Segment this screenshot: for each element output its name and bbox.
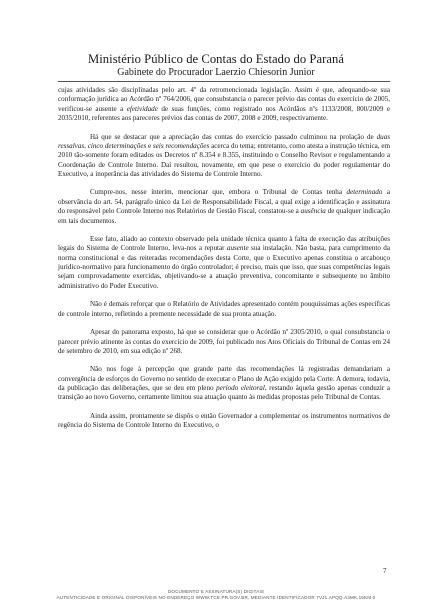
emphasized-text: determinado bbox=[346, 188, 383, 197]
page-number: 7 bbox=[383, 567, 387, 575]
emphasized-text: ausente bbox=[226, 244, 249, 253]
text-run: Ainda assim, prontamente se dispôs o então Governador a complementar os instrumentos normativos de regência do Sistema de Controle Interno do Executivo, o bbox=[58, 411, 390, 430]
text-run: Esse fato, aliado ao contexto observado pela unidade técnica quanto à falta de execução das atribuições legais do Sistema de Controle Interno, leva-nos a reputar bbox=[58, 235, 390, 253]
emphasized-text: ausência bbox=[300, 207, 326, 216]
footer-line-2: AUTENTICIDADE E ORIGINAL DISPONÍVEIS NO ENDEREÇO WWW.TCE.PR.GOV.BR, MEDIANTE IDENTIFICADOR 7VJ1.APQQ.A3MK.15KM.0 bbox=[56, 595, 376, 601]
emphasized-text: efetividade bbox=[126, 104, 158, 113]
paragraph bbox=[58, 235, 390, 291]
text-run: Apesar do panorama exposto, há que se considerar que o Acórdão nº 2305/2010, o qual consubstancia o parecer prévio atinente às contas do exercício de 2009, foi publicado nos Atos Oficiais do Tribunal de Contas em 24 de setembro de 2010, em sua edição nº 268. bbox=[58, 328, 390, 355]
paragraph bbox=[58, 412, 390, 431]
text-run: e bbox=[146, 141, 153, 150]
page-header bbox=[0, 52, 432, 79]
text-run: de qualquer indicação em tais documentos. bbox=[58, 207, 390, 225]
text-run: de suas funções, como registrado nos Acórdãos nºs 1133/2008, 800/2009 e 2035/2010, referentes aos pareceres prévios das contas de 2007, 2008 e 2009, respectivamente. bbox=[58, 104, 390, 123]
paragraph bbox=[58, 188, 390, 225]
text-run: acerca do tema; entretanto, como atesta a instrução técnica, em 2010 tão-somente foram editados os Decretos nº 8.354 e 8.355, instituindo o Conselho Revisor e regulamentando a Coordenação de Controle Interno. Daí resultou, novamente, em que pese o exercício do poder regulamentar do Executivo, a inoperância das atividades do Sistema de Controle Interno. bbox=[58, 141, 390, 178]
paragraph bbox=[58, 133, 390, 180]
text-run: cujas atividades são disciplinadas pelo art. 4º da retromencionada legislação. Assim é que, adequando-se sua conformação jurídica ao Acórdão nº 764/2006, que consubstancia o parecer prévio das contas do exercício de 2005, verificou-se ausente a bbox=[58, 86, 390, 113]
paragraph bbox=[58, 86, 390, 123]
text-run: Não é demais reforçar que o Relatório de Atividades apresentado contém pouquíssimas ações específicas de controle interno, refletindo a premente necessidade de sua pronta atuação. bbox=[58, 300, 390, 318]
paragraph bbox=[58, 328, 390, 356]
header-title: Ministério Público de Contas do Estado do Paraná bbox=[88, 52, 344, 66]
text-run: Cumpre-nos, nesse ínterim, mencionar que, embora o Tribunal de Contas tenha bbox=[90, 188, 347, 197]
text-run: Não nos foge à percepção que grande parte das recomendações lá registradas demandariam a convergência de esforços do Governo no sentido de executar o Plano de Ação exigido pela Corte. A demora, todavia, da publicação das deliberações, que se deu em pleno bbox=[58, 365, 390, 393]
document-body bbox=[58, 86, 390, 431]
page-footer bbox=[0, 589, 432, 602]
header-subtitle: Gabinete do Procurador Laerzio Chiesorin Junior bbox=[117, 67, 315, 78]
paragraph bbox=[58, 300, 390, 319]
text-run: , restando àquela gestão apenas conduzir a transição ao novo Governo, certamente limitou sua atuação quanto às medidas propostas pelo Tribunal de Contas. bbox=[58, 384, 390, 402]
emphasized-text: período eleitoral bbox=[216, 384, 265, 393]
text-run: Há que se destacar que a apreciação das contas do exercício passado culminou na prolação de bbox=[90, 132, 377, 141]
header-rule bbox=[58, 81, 390, 82]
text-run: sua instalação. Não basta, para cumprimento da norma constitucional e das reiteradas recomendações desta Corte, que o Executivo apenas constitua o arcabouço jurídico-normativo para funcionamento do órgão controlador; é preciso, mais que isso, que suas competências legais sejam comprovadamente exercidas, objetivando-se a atuação preventiva, concomitante e subsequente no âmbito administrativo do Poder Executivo. bbox=[58, 244, 391, 290]
emphasized-text: duas ressalvas, cinco determinações bbox=[58, 132, 390, 150]
footer-line-1: DOCUMENTO E ASSINATURA(S) DIGITAIS bbox=[167, 589, 265, 594]
text-run: a observância do art. 54, parágrafo único da Lei de Responsabilidade Fiscal, a qual exige a identificação e assinatura do responsável pelo Controle Interno nos Relatórios de Gestão Fiscal, constatou-se a bbox=[58, 188, 390, 216]
emphasized-text: seis recomendações bbox=[153, 141, 210, 150]
paragraph bbox=[58, 365, 390, 402]
